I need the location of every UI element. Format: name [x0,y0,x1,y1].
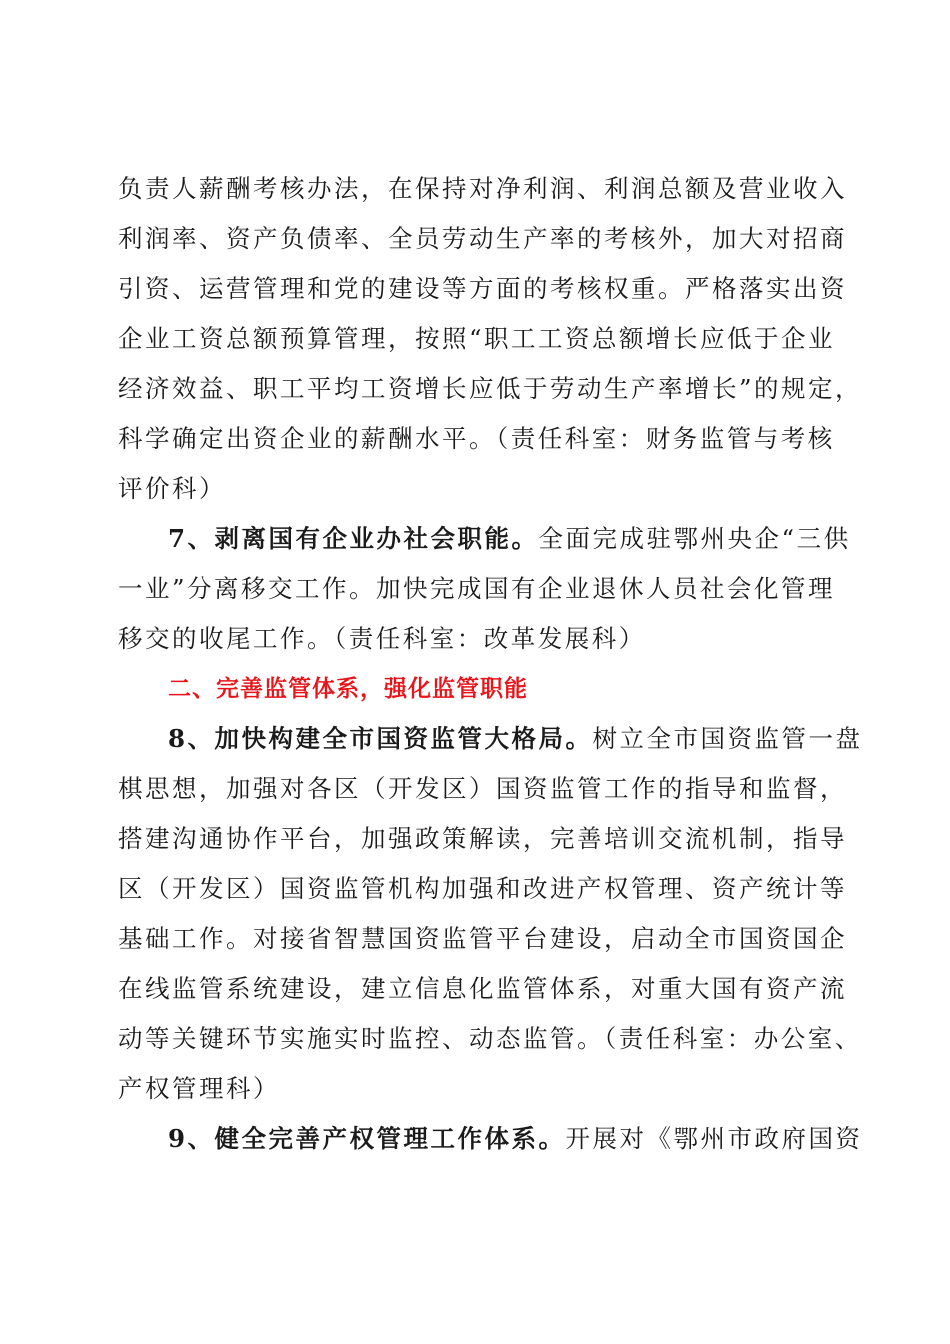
text-line: 经济效益、职工平均工资增长应低于劳动生产率增长”的规定， [118,374,863,403]
paragraph-7 [118,514,851,664]
paragraph-8 [118,714,863,1114]
paragraph-heading: 8、加快构建全市国资监管大格局。 [168,724,593,753]
text-line: 企业工资总额预算管理，按照“职工工资总额增长应低于企业 [118,324,836,353]
document-body [118,164,863,1164]
text-line: 评价科） [118,474,226,503]
text-line: 移交的收尾工作。（责任科室：改革发展科） [118,624,646,653]
text-line: 一业”分离移交工作。加快完成国有企业退休人员社会化管理 [118,574,836,603]
text-line: 在线监管系统建设，建立信息化监管体系，对重大国有资产流 [118,974,847,1003]
text-span: 全面完成驻鄂州央企“三供 [538,524,851,553]
paragraph-heading: 9、健全完善产权管理工作体系。 [168,1124,566,1153]
text-line: 利润率、资产负债率、全员劳动生产率的考核外，加大对招商 [118,224,847,253]
text-line: 引资、运营管理和党的建设等方面的考核权重。严格落实出资 [118,274,847,303]
paragraph-9 [118,1114,863,1164]
text-span: 开展对《鄂州市政府国资 [565,1124,863,1153]
text-line: 负责人薪酬考核办法，在保持对净利润、利润总额及营业收入 [118,174,847,203]
text-line: 区（开发区）国资监管机构加强和改进产权管理、资产统计等 [118,874,847,903]
paragraph-first-line [118,1114,863,1164]
section-title: 二、完善监管体系，强化监管职能 [168,676,528,702]
text-line: 棋思想，加强对各区（开发区）国资监管工作的指导和监督， [118,774,847,803]
paragraph-first-line [118,714,863,764]
paragraph-first-line [118,514,851,564]
text-line: 动等关键环节实施实时监控、动态监管。（责任科室：办公室、 [118,1024,862,1053]
text-line: 科学确定出资企业的薪酬水平。（责任科室：财务监管与考核 [118,424,835,453]
text-line: 产权管理科） [118,1074,280,1103]
paragraph-6 [118,164,863,514]
text-line: 基础工作。对接省智慧国资监管平台建设，启动全市国资国企 [118,924,847,953]
text-span: 树立全市国资监管一盘 [592,724,863,753]
paragraph-heading: 7、剥离国有企业办社会职能。 [168,524,539,553]
text-line: 搭建沟通协作平台，加强政策解读，完善培训交流机制，指导 [118,824,847,853]
